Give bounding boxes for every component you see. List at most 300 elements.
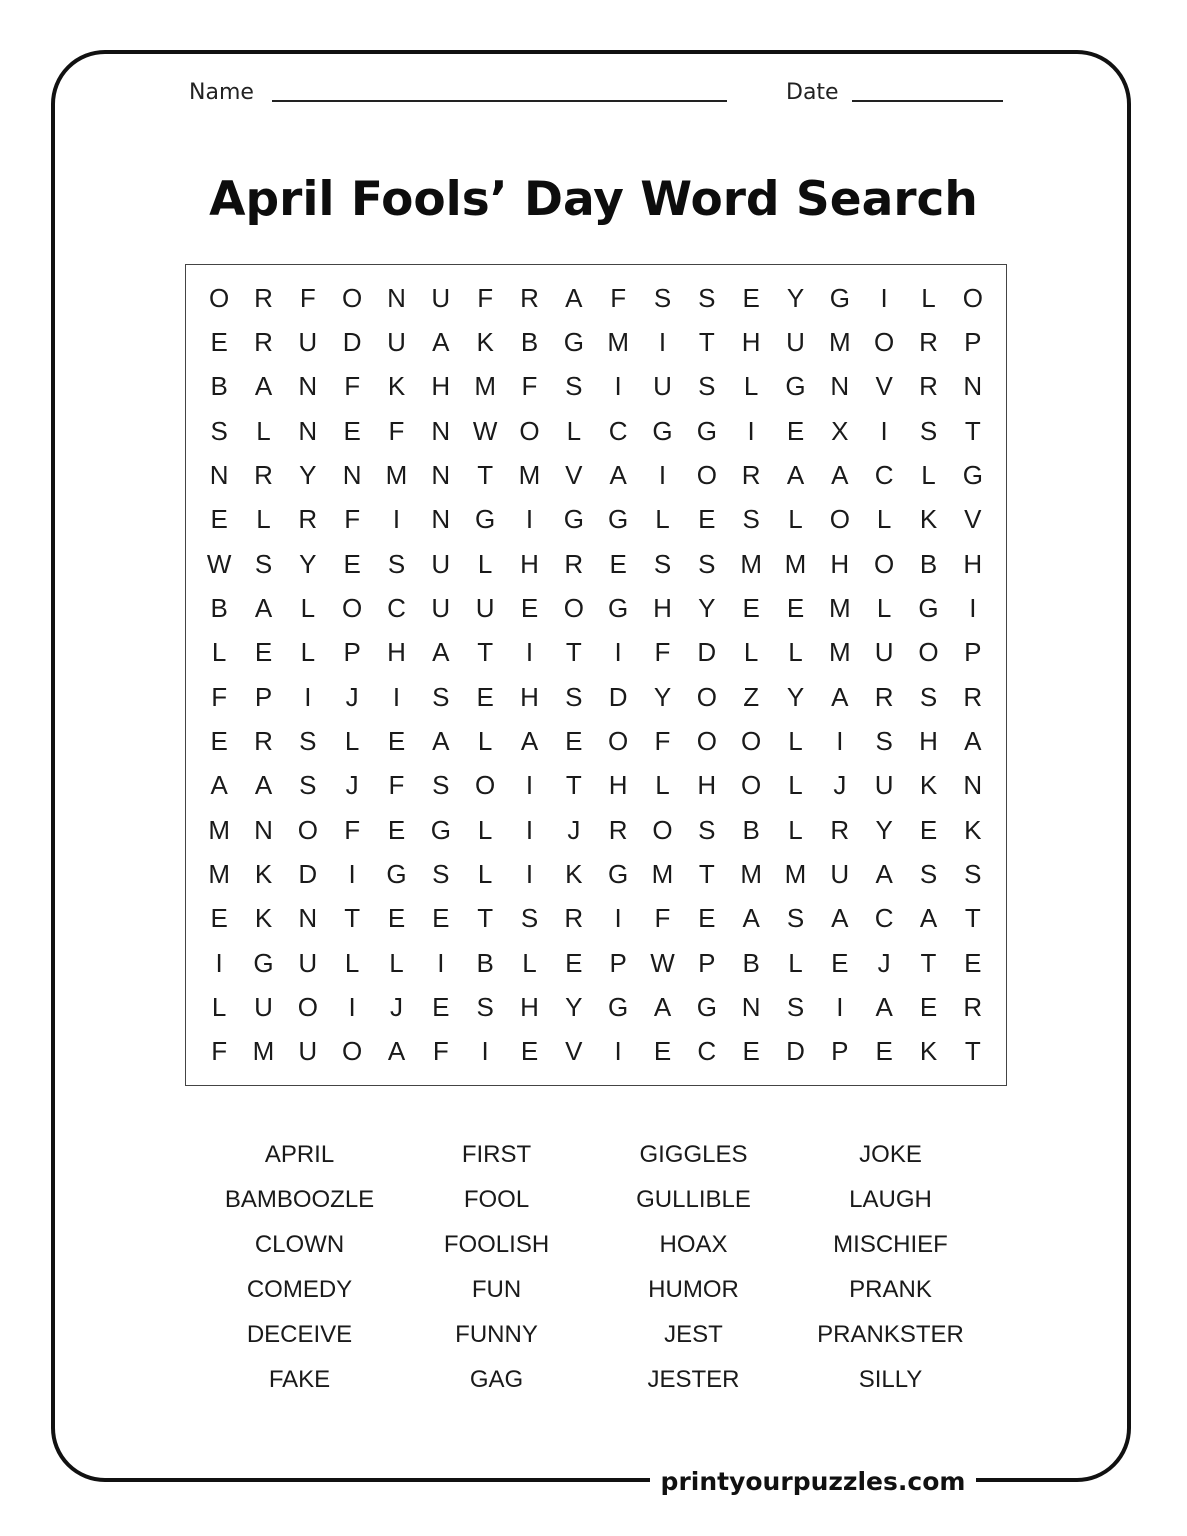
grid-letter: N: [298, 903, 318, 934]
letter-grid: [197, 276, 995, 1074]
page-title: April Fools’ Day Word Search: [209, 172, 978, 227]
grid-letter: L: [389, 947, 404, 978]
grid-letter: T: [477, 637, 494, 668]
grid-letter: I: [969, 592, 977, 623]
grid-letter: E: [653, 1036, 672, 1067]
grid-letter: L: [522, 947, 537, 978]
grid-letter: Y: [698, 592, 716, 623]
grid-letter: S: [698, 371, 716, 402]
grid-letter: A: [831, 459, 849, 490]
grid-letter: H: [431, 371, 451, 402]
grid-letter: I: [348, 858, 356, 889]
grid-letter: E: [964, 947, 982, 978]
grid-letter: M: [607, 326, 629, 357]
grid-letter: B: [919, 548, 938, 579]
grid-letter: G: [829, 282, 850, 313]
grid-letter: L: [876, 592, 892, 623]
grid-letter: L: [921, 282, 936, 313]
word-list-item: DECEIVE: [246, 1320, 353, 1348]
grid-letter: E: [698, 903, 716, 934]
grid-letter: M: [784, 548, 807, 579]
grid-letter: B: [742, 947, 760, 978]
grid-letter: D: [342, 326, 362, 357]
grid-letter: I: [614, 371, 622, 402]
grid-letter: F: [344, 504, 361, 535]
word-list-item: GAG: [469, 1365, 524, 1393]
grid-letter: S: [565, 681, 583, 712]
word-list-item: HUMOR: [648, 1275, 739, 1303]
grid-letter: E: [343, 548, 361, 579]
grid-letter: N: [830, 371, 850, 402]
word-list-item: FIRST: [461, 1140, 532, 1168]
grid-letter: H: [520, 991, 539, 1022]
grid-letter: I: [836, 991, 844, 1022]
grid-letter: H: [653, 592, 672, 623]
grid-letter: B: [520, 326, 539, 357]
grid-letter: Y: [786, 282, 805, 313]
grid-letter: L: [477, 725, 493, 756]
word-list: [201, 1132, 989, 1402]
grid-letter: Y: [299, 548, 317, 579]
word-list-item: BAMBOOZLE: [224, 1185, 375, 1213]
grid-letter: R: [254, 725, 273, 756]
grid-letter: E: [210, 326, 228, 357]
grid-letter: L: [655, 770, 670, 801]
grid-letter: U: [830, 858, 850, 889]
grid-letter: E: [609, 548, 627, 579]
grid-letter: T: [920, 947, 937, 978]
grid-letter: L: [788, 947, 803, 978]
grid-letter: S: [786, 991, 805, 1022]
grid-letter: N: [431, 459, 451, 490]
grid-letter: O: [342, 592, 363, 623]
grid-letter: S: [387, 548, 406, 579]
grid-letter: N: [387, 282, 406, 313]
grid-letter: D: [608, 681, 628, 712]
grid-letter: O: [741, 725, 762, 756]
grid-letter: A: [432, 637, 450, 668]
grid-letter: N: [963, 770, 983, 801]
grid-letter: S: [254, 548, 273, 579]
grid-letter: S: [698, 282, 716, 313]
grid-letter: U: [786, 326, 805, 357]
grid-letter: E: [432, 903, 450, 934]
grid-letter: S: [742, 504, 760, 535]
grid-letter: M: [740, 548, 762, 579]
grid-letter: I: [880, 282, 888, 313]
grid-letter: E: [520, 592, 539, 623]
grid-letter: E: [432, 991, 450, 1022]
grid-letter: T: [477, 903, 494, 934]
grid-letter: K: [919, 770, 938, 801]
grid-letter: O: [696, 725, 717, 756]
grid-letter: O: [696, 681, 717, 712]
grid-letter: I: [614, 637, 622, 668]
grid-letter: E: [742, 282, 760, 313]
grid-letter: G: [785, 371, 806, 402]
grid-letter: T: [344, 903, 361, 934]
grid-letter: R: [564, 903, 584, 934]
grid-letter: E: [476, 681, 494, 712]
grid-letter: S: [919, 681, 938, 712]
grid-letter: J: [833, 770, 847, 801]
grid-letter: Y: [565, 991, 583, 1022]
grid-letter: T: [964, 903, 981, 934]
grid-letter: A: [742, 903, 760, 934]
grid-letter: F: [477, 282, 494, 313]
grid-letter: O: [874, 326, 895, 357]
grid-letter: R: [520, 282, 539, 313]
grid-letter: G: [386, 858, 407, 889]
grid-letter: H: [919, 725, 938, 756]
grid-letter: I: [525, 858, 534, 889]
grid-letter: S: [432, 681, 450, 712]
grid-letter: L: [788, 725, 803, 756]
grid-letter: C: [874, 903, 894, 934]
grid-letter: A: [609, 459, 627, 490]
grid-letter: U: [874, 637, 894, 668]
grid-letter: F: [654, 903, 671, 934]
grid-letter: X: [831, 415, 849, 446]
grid-letter: T: [964, 415, 981, 446]
grid-letter: N: [431, 504, 451, 535]
grid-letter: L: [344, 947, 360, 978]
grid-letter: T: [698, 326, 715, 357]
grid-letter: L: [300, 637, 316, 668]
grid-letter: E: [210, 504, 228, 535]
grid-letter: H: [741, 326, 761, 357]
grid-letter: G: [696, 991, 717, 1022]
grid-letter: L: [477, 548, 493, 579]
grid-letter: A: [254, 371, 273, 402]
grid-letter: U: [254, 991, 273, 1022]
grid-letter: A: [875, 858, 893, 889]
grid-letter: I: [525, 770, 534, 801]
grid-letter: O: [297, 991, 318, 1022]
grid-letter: K: [476, 326, 494, 357]
grid-letter: R: [298, 504, 318, 535]
grid-letter: L: [256, 415, 271, 446]
grid-letter: S: [964, 858, 982, 889]
grid-letter: M: [784, 858, 807, 889]
grid-letter: J: [345, 770, 359, 801]
grid-letter: U: [298, 326, 318, 357]
grid-letter: E: [786, 592, 805, 623]
grid-letter: I: [614, 903, 622, 934]
grid-letter: O: [918, 637, 939, 668]
grid-letter: H: [963, 548, 983, 579]
grid-letter: G: [652, 415, 673, 446]
grid-letter: F: [388, 770, 405, 801]
word-list-item: PRANKSTER: [817, 1320, 964, 1348]
grid-letter: W: [650, 947, 675, 978]
grid-letter: V: [565, 459, 583, 490]
grid-letter: U: [298, 1036, 318, 1067]
grid-letter: B: [210, 371, 228, 402]
grid-letter: E: [387, 903, 406, 934]
grid-letter: F: [610, 282, 627, 313]
grid-letter: O: [209, 282, 230, 313]
grid-letter: N: [209, 459, 229, 490]
grid-letter: P: [254, 681, 273, 712]
grid-letter: M: [518, 459, 541, 490]
grid-letter: U: [653, 371, 672, 402]
grid-letter: O: [297, 814, 318, 845]
grid-letter: E: [387, 814, 406, 845]
grid-letter: H: [387, 637, 406, 668]
grid-letter: R: [919, 371, 938, 402]
grid-letter: Y: [786, 681, 805, 712]
grid-letter: O: [563, 592, 584, 623]
grid-letter: I: [658, 326, 667, 357]
grid-letter: W: [206, 548, 232, 579]
word-list-item: FOOL: [463, 1185, 530, 1213]
grid-letter: V: [565, 1036, 583, 1067]
grid-letter: A: [786, 459, 805, 490]
grid-letter: A: [919, 903, 938, 934]
grid-letter: T: [565, 770, 582, 801]
grid-letter: U: [475, 592, 495, 623]
grid-letter: M: [828, 326, 851, 357]
grid-letter: R: [564, 548, 584, 579]
word-list-item: LAUGH: [849, 1185, 932, 1213]
grid-letter: G: [696, 415, 717, 446]
grid-letter: C: [608, 415, 628, 446]
grid-letter: R: [741, 459, 761, 490]
grid-letter: F: [344, 814, 361, 845]
grid-letter: M: [740, 858, 762, 889]
grid-letter: U: [431, 548, 451, 579]
grid-letter: A: [254, 770, 273, 801]
grid-letter: S: [476, 991, 494, 1022]
grid-letter: R: [919, 326, 938, 357]
grid-letter: A: [432, 326, 450, 357]
grid-letter: F: [299, 282, 316, 313]
grid-letter: I: [880, 415, 888, 446]
grid-letter: S: [432, 770, 450, 801]
word-list-item: PRANK: [849, 1275, 932, 1303]
grid-letter: U: [387, 326, 406, 357]
date-label: Date: [786, 80, 839, 105]
grid-letter: S: [299, 770, 317, 801]
word-list-item: CLOWN: [254, 1230, 345, 1258]
grid-letter: E: [919, 814, 938, 845]
grid-letter: M: [385, 459, 408, 490]
grid-letter: H: [830, 548, 850, 579]
grid-letter: O: [741, 770, 762, 801]
grid-letter: M: [208, 814, 230, 845]
grid-letter: G: [608, 504, 629, 535]
grid-letter: R: [963, 991, 983, 1022]
grid-letter: M: [208, 858, 230, 889]
grid-letter: G: [475, 504, 496, 535]
grid-letter: O: [652, 814, 673, 845]
grid-letter: K: [565, 858, 583, 889]
grid-letter: E: [698, 504, 716, 535]
grid-letter: I: [437, 947, 445, 978]
grid-letter: A: [964, 725, 982, 756]
grid-letter: N: [741, 991, 761, 1022]
grid-letter: E: [343, 415, 361, 446]
grid-letter: E: [786, 415, 805, 446]
grid-letter: F: [654, 725, 671, 756]
grid-letter: S: [210, 415, 228, 446]
grid-letter: Y: [299, 459, 317, 490]
grid-letter: I: [525, 504, 534, 535]
grid-letter: S: [653, 548, 672, 579]
grid-letter: J: [567, 814, 581, 845]
grid-letter: N: [298, 415, 318, 446]
grid-letter: P: [964, 637, 982, 668]
grid-letter: O: [342, 282, 363, 313]
grid-letter: G: [608, 991, 629, 1022]
grid-letter: K: [387, 371, 406, 402]
grid-letter: A: [432, 725, 450, 756]
grid-letter: O: [475, 770, 496, 801]
grid-letter: T: [565, 637, 582, 668]
grid-letter: J: [877, 947, 891, 978]
grid-letter: Y: [653, 681, 672, 712]
grid-letter: V: [964, 504, 982, 535]
grid-letter: U: [874, 770, 894, 801]
grid-letter: A: [387, 1036, 406, 1067]
word-list-item: JOKE: [859, 1140, 922, 1168]
grid-letter: L: [344, 725, 360, 756]
grid-letter: G: [918, 592, 939, 623]
grid-letter: K: [254, 903, 273, 934]
grid-letter: E: [254, 637, 273, 668]
grid-letter: M: [252, 1036, 275, 1067]
grid-letter: T: [477, 459, 494, 490]
grid-letter: S: [299, 725, 317, 756]
grid-letter: L: [477, 814, 493, 845]
grid-letter: P: [964, 326, 982, 357]
grid-letter: L: [876, 504, 892, 535]
grid-letter: P: [698, 947, 716, 978]
grid-letter: L: [256, 504, 271, 535]
grid-letter: N: [431, 415, 451, 446]
grid-letter: B: [476, 947, 494, 978]
grid-letter: E: [210, 903, 228, 934]
grid-letter: S: [698, 548, 716, 579]
grid-letter: D: [298, 858, 318, 889]
grid-letter: J: [345, 681, 359, 712]
word-list-item: GIGGLES: [639, 1140, 748, 1168]
grid-letter: C: [387, 592, 406, 623]
grid-letter: G: [563, 504, 584, 535]
grid-letter: E: [565, 725, 583, 756]
grid-letter: G: [962, 459, 983, 490]
grid-letter: V: [875, 371, 893, 402]
name-label: Name: [189, 80, 254, 105]
grid-letter: L: [743, 371, 759, 402]
grid-letter: C: [697, 1036, 717, 1067]
grid-letter: B: [210, 592, 228, 623]
grid-letter: G: [253, 947, 274, 978]
grid-letter: I: [836, 725, 844, 756]
grid-letter: O: [696, 459, 717, 490]
date-line: [852, 100, 1003, 102]
grid-letter: I: [392, 504, 401, 535]
grid-letter: A: [831, 681, 849, 712]
grid-letter: L: [788, 504, 803, 535]
grid-letter: Y: [875, 814, 893, 845]
grid-letter: O: [608, 725, 629, 756]
grid-letter: R: [254, 459, 273, 490]
grid-letter: M: [828, 637, 851, 668]
grid-letter: R: [254, 326, 273, 357]
grid-letter: W: [472, 415, 498, 446]
grid-letter: E: [565, 947, 583, 978]
grid-letter: E: [210, 725, 228, 756]
grid-letter: I: [525, 814, 534, 845]
grid-letter: L: [788, 770, 803, 801]
grid-letter: R: [963, 681, 983, 712]
grid-letter: N: [963, 371, 983, 402]
grid-letter: C: [874, 459, 894, 490]
grid-letter: S: [565, 371, 583, 402]
grid-letter: U: [298, 947, 318, 978]
grid-letter: P: [609, 947, 627, 978]
grid-letter: M: [651, 858, 674, 889]
grid-letter: E: [831, 947, 849, 978]
grid-letter: S: [919, 858, 938, 889]
word-list-item: FUNNY: [455, 1320, 538, 1348]
grid-letter: I: [348, 991, 356, 1022]
grid-letter: O: [519, 415, 540, 446]
grid-letter: U: [431, 282, 451, 313]
grid-letter: K: [254, 858, 273, 889]
grid-letter: E: [875, 1036, 893, 1067]
grid-letter: G: [608, 858, 629, 889]
grid-letter: H: [608, 770, 628, 801]
grid-letter: G: [430, 814, 451, 845]
grid-letter: N: [342, 459, 362, 490]
grid-letter: F: [211, 681, 228, 712]
grid-letter: G: [563, 326, 584, 357]
grid-letter: A: [831, 903, 849, 934]
grid-letter: K: [919, 1036, 938, 1067]
grid-letter: N: [254, 814, 273, 845]
grid-letter: I: [215, 947, 223, 978]
grid-letter: Z: [743, 681, 760, 712]
grid-letter: E: [520, 1036, 539, 1067]
grid-letter: U: [431, 592, 451, 623]
name-line: [272, 100, 727, 102]
word-list-item: HOAX: [659, 1230, 728, 1258]
grid-letter: H: [520, 681, 539, 712]
grid-letter: D: [786, 1036, 805, 1067]
grid-letter: I: [658, 459, 667, 490]
grid-letter: P: [343, 637, 361, 668]
grid-letter: S: [919, 415, 938, 446]
grid-letter: M: [474, 371, 496, 402]
grid-letter: E: [387, 725, 406, 756]
grid-letter: A: [520, 725, 539, 756]
grid-letter: S: [520, 903, 539, 934]
grid-letter: F: [211, 1036, 228, 1067]
grid-letter: L: [566, 415, 582, 446]
word-list-item: GULLIBLE: [636, 1185, 751, 1213]
grid-letter: L: [788, 637, 803, 668]
word-list-item: FUN: [471, 1275, 522, 1303]
grid-letter: A: [653, 991, 672, 1022]
word-list-item: APRIL: [264, 1140, 335, 1168]
grid-letter: R: [254, 282, 273, 313]
grid-letter: N: [298, 371, 318, 402]
grid-letter: I: [747, 415, 755, 446]
grid-letter: M: [828, 592, 851, 623]
